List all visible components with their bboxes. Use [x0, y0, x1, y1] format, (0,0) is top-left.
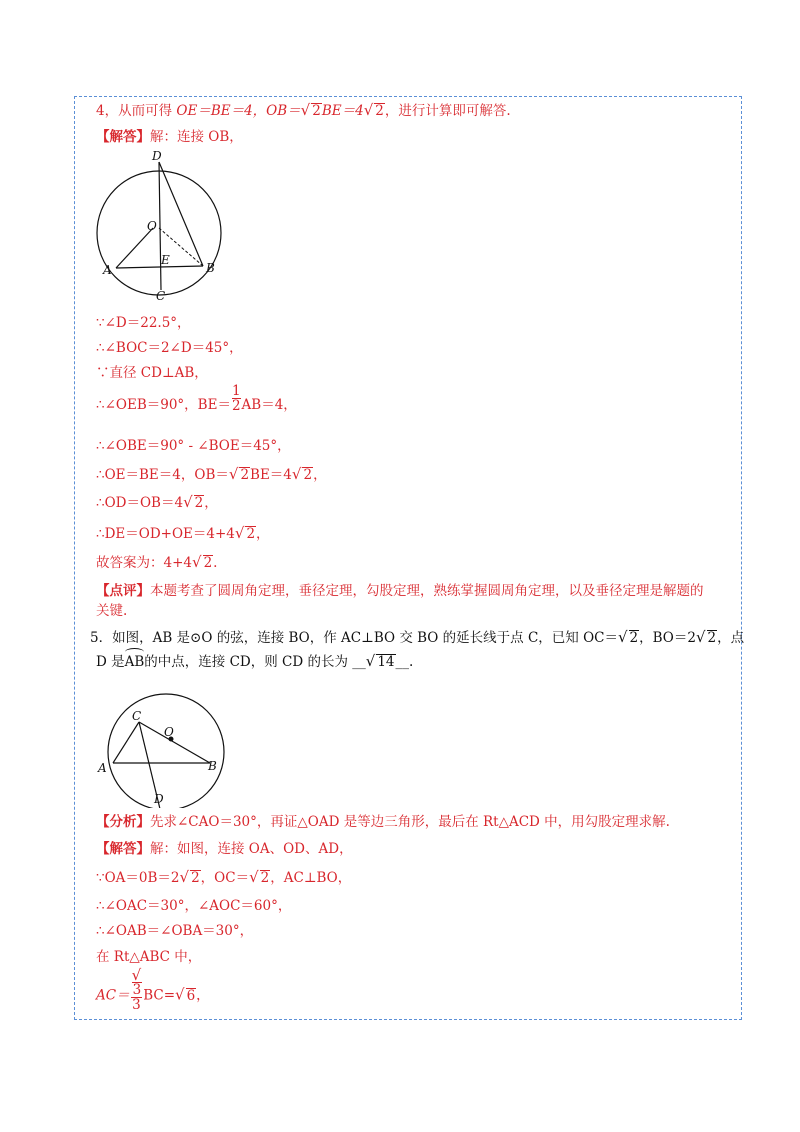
q4-step-2: ∴∠BOC＝2∠D＝45°， [96, 340, 243, 356]
label-a: A [98, 761, 107, 775]
q5-step-3: ∴∠OAB＝∠OBA＝30°， [96, 923, 254, 939]
chord-ab [116, 266, 203, 268]
q4-answer: 故答案为：4+4√ 2. [96, 553, 218, 571]
q5-stem-line-2: D 是AB的中点，连接 CD，则 CD 的长为 __√ 14__. [96, 652, 414, 670]
q4-intro-line: 4，从而可得 OE＝BE＝4，OB＝√ 2BE＝4√ 2，进行计算即可解答. [96, 101, 511, 119]
segment-cb [139, 722, 210, 763]
q4-comment-line-2: 关键. [96, 603, 128, 619]
diameter-cd [159, 162, 161, 290]
q4-comment-line: 【点评】本题考查了圆周角定理，垂径定理，勾股定理，熟练掌握圆周角定理，以及垂径定理是解题的 [96, 583, 704, 599]
q5-circle-figure [92, 682, 242, 808]
q4-circle-figure [90, 148, 230, 304]
segment-db [159, 162, 203, 266]
solution-tag: 【解答】 [96, 129, 150, 145]
q4-solution-line: 【解答】解：连接 OB， [96, 129, 243, 145]
q5-step-5: AC＝ √ 3 3 BC=√ 6， [96, 966, 210, 1013]
q4-step-7: ∴OD＝OB＝4√ 2， [96, 493, 218, 511]
q4-step-4: ∴∠OEB＝90°，BE＝ $\frac{1}{2}$ AB＝4， [96, 383, 297, 414]
arc-ab: AB [124, 654, 145, 670]
q4-step-1: ∵∠D＝22.5°， [96, 315, 191, 331]
label-o: O [164, 725, 174, 739]
q4-step-5: ∴∠OBE＝90° - ∠BOE＝45°， [96, 438, 291, 454]
segment-oa [116, 228, 153, 268]
label-c: C [156, 289, 166, 303]
q5-analysis-line: 【分析】先求∠CAO＝30°，再证△OAD 是等边三角形，最后在 Rt△ACD 中，用勾股定理求解. [96, 814, 670, 830]
q5-step-4: 在 Rt△ABC 中， [96, 949, 202, 965]
q4-step-8: ∴DE＝OD+OE＝4+4√ 2， [96, 524, 270, 542]
solution-tag: 【解答】 [96, 841, 150, 857]
circle-o [108, 694, 224, 808]
q5-stem-line-1: 5．如图，AB 是⊙O 的弦，连接 BO，作 AC⊥BO 交 BO 的延长线于点 C，已知 OC＝√ 2，BO＝2√ 2，点 [90, 628, 745, 646]
q4-step-3: ∵直径 CD⊥AB， [96, 365, 208, 381]
q5-step-2: ∴∠OAC＝30°，∠AOC＝60°， [96, 898, 292, 914]
answer-blank: __√ 14__ [352, 652, 410, 670]
segment-ac [113, 722, 139, 763]
q5-step-1: ∵OA＝0B＝2√ 2，OC＝√ 2，AC⊥BO， [96, 868, 352, 886]
label-d: D [154, 792, 164, 806]
label-b: B [206, 261, 215, 275]
comment-tag: 【点评】 [96, 583, 150, 599]
label-b: B [208, 759, 217, 773]
label-c: C [132, 709, 142, 723]
analysis-tag: 【分析】 [96, 814, 150, 830]
label-e: E [161, 253, 170, 267]
q4-step-6: ∴OE＝BE＝4，OB＝√ 2BE＝4√ 2， [96, 465, 327, 483]
q5-solution-line: 【解答】解：如图，连接 OA、OD、AD， [96, 841, 353, 857]
label-o: O [147, 219, 157, 233]
label-a: A [103, 263, 112, 277]
label-d: D [152, 149, 162, 163]
